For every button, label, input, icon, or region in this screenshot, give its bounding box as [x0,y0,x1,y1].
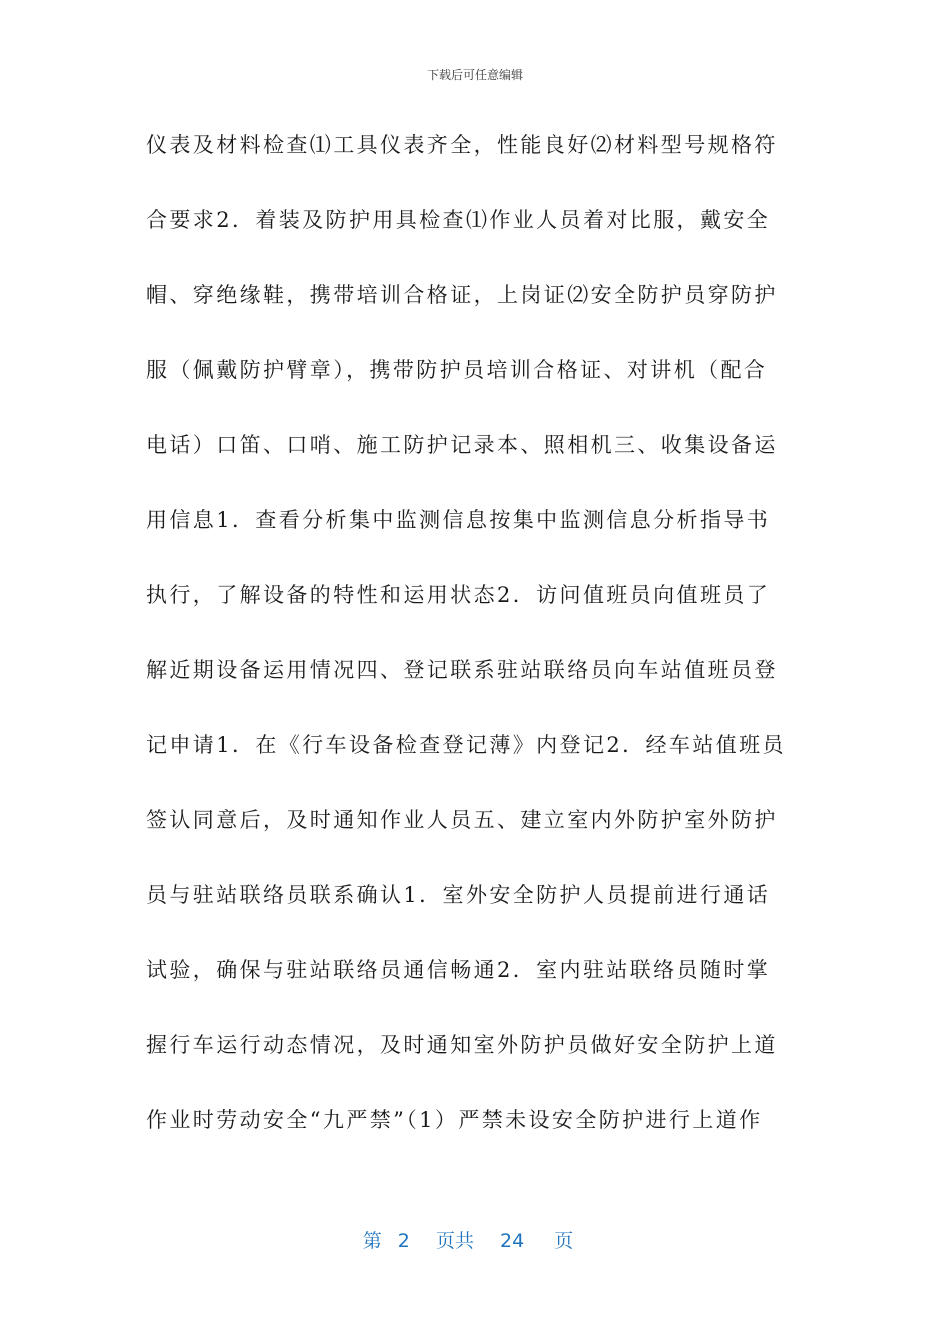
text-line: 员与驻站联络员联系确认1．室外安全防护人员提前进行通话 [146,883,771,907]
text-line: 仪表及材料检查⑴工具仪表齐全，性能良好⑵材料型号规格符 [146,133,778,157]
text-line: 握行车运行动态情况，及时通知室外防护员做好安全防护上道 [146,1033,778,1057]
footer-of-label: 页共 [435,1230,474,1252]
page-footer [0,1226,950,1253]
footer-total-pages: 24 [500,1230,525,1252]
footer-end-label: 页 [554,1230,574,1252]
text-line: 解近期设备运用情况四、登记联系驻站联络员向车站值班员登 [146,658,778,682]
text-line: 用信息1．查看分析集中监测信息按集中监测信息分析指导书 [146,508,771,532]
text-line: 电话）口笛、口哨、施工防护记录本、照相机三、收集设备运 [146,433,778,457]
text-line: 帽、穿绝缘鞋，携带培训合格证，上岗证⑵安全防护员穿防护 [146,283,778,307]
text-line: 签认同意后，及时通知作业人员五、建立室内外防护室外防护 [146,808,778,832]
header-note: 下载后可任意编辑 [426,68,523,82]
footer-current-page: 2 [397,1230,410,1252]
text-line: 执行，了解设备的特性和运用状态2．访问值班员向值班员了 [146,583,771,607]
text-line: 试验，确保与驻站联络员通信畅通2．室内驻站联络员随时掌 [146,958,771,982]
text-line: 作业时劳动安全“九严禁”（1）严禁未设安全防护进行上道作 [146,1108,763,1132]
body-text [146,110,806,1160]
text-line: 记申请1．在《行车设备检查登记薄》内登记2．经车站值班员 [146,733,786,757]
footer-page-label: 第 [362,1230,382,1252]
text-line: 服（佩戴防护臂章），携带防护员培训合格证、对讲机（配合 [146,358,768,382]
text-line: 合要求2．着装及防护用具检查⑴作业人员着对比服，戴安全 [146,208,771,232]
